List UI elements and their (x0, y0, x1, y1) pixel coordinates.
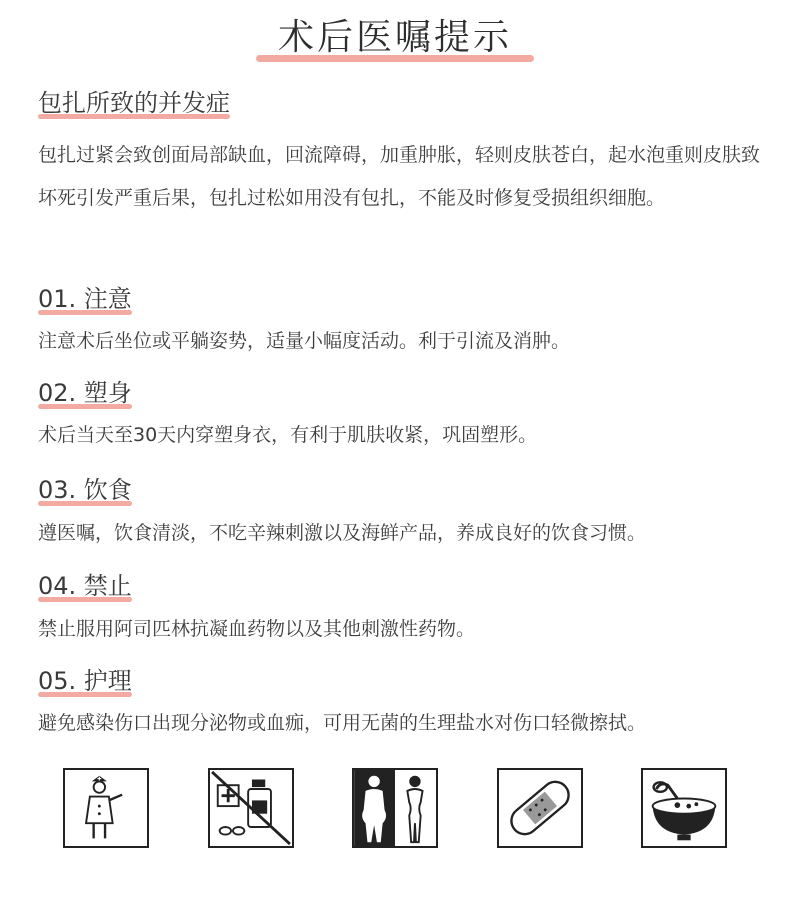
section-heading-05: 05. 护理 (38, 667, 132, 695)
section-heading-03: 03. 饮食 (38, 476, 132, 504)
intro-heading: 包扎所致的并发症 (38, 89, 230, 117)
food-bowl-icon (641, 768, 727, 848)
page-title-wrap (0, 14, 790, 62)
section-text-05: 避免感染伤口出现分泌物或血痂，可用无菌的生理盐水对伤口轻微擦拭。 (38, 712, 647, 734)
body-shaping-icon (352, 768, 438, 848)
intro-text: 包扎过紧会致创面局部缺血，回流障碍，加重肿胀，轻则皮肤苍白，起水泡重则皮肤致坏死引发严重后果，包扎过松如用没有包扎，不能及时修复受损组织细胞。 (38, 144, 761, 209)
section-text-04: 禁止服用阿司匹林抗凝血药物以及其他刺激性药物。 (38, 618, 476, 640)
section-heading-04: 04. 禁止 (38, 572, 132, 600)
no-medicine-icon (208, 768, 294, 848)
nurse-icon (63, 768, 149, 848)
section-heading-02: 02. 塑身 (38, 379, 132, 407)
page-title: 术后医嘱提示 (256, 14, 534, 62)
section-heading-01: 01. 注意 (38, 285, 132, 313)
section-text-03: 遵医嘱，饮食清淡，不吃辛辣刺激以及海鲜产品，养成良好的饮食习惯。 (38, 522, 647, 544)
icon-row (63, 768, 727, 848)
section-text-02: 术后当天至30天内穿塑身衣，有利于肌肤收紧，巩固塑形。 (38, 424, 538, 446)
section-text-01: 注意术后坐位或平躺姿势，适量小幅度活动。利于引流及消肿。 (38, 330, 571, 352)
bandage-icon (497, 768, 583, 848)
